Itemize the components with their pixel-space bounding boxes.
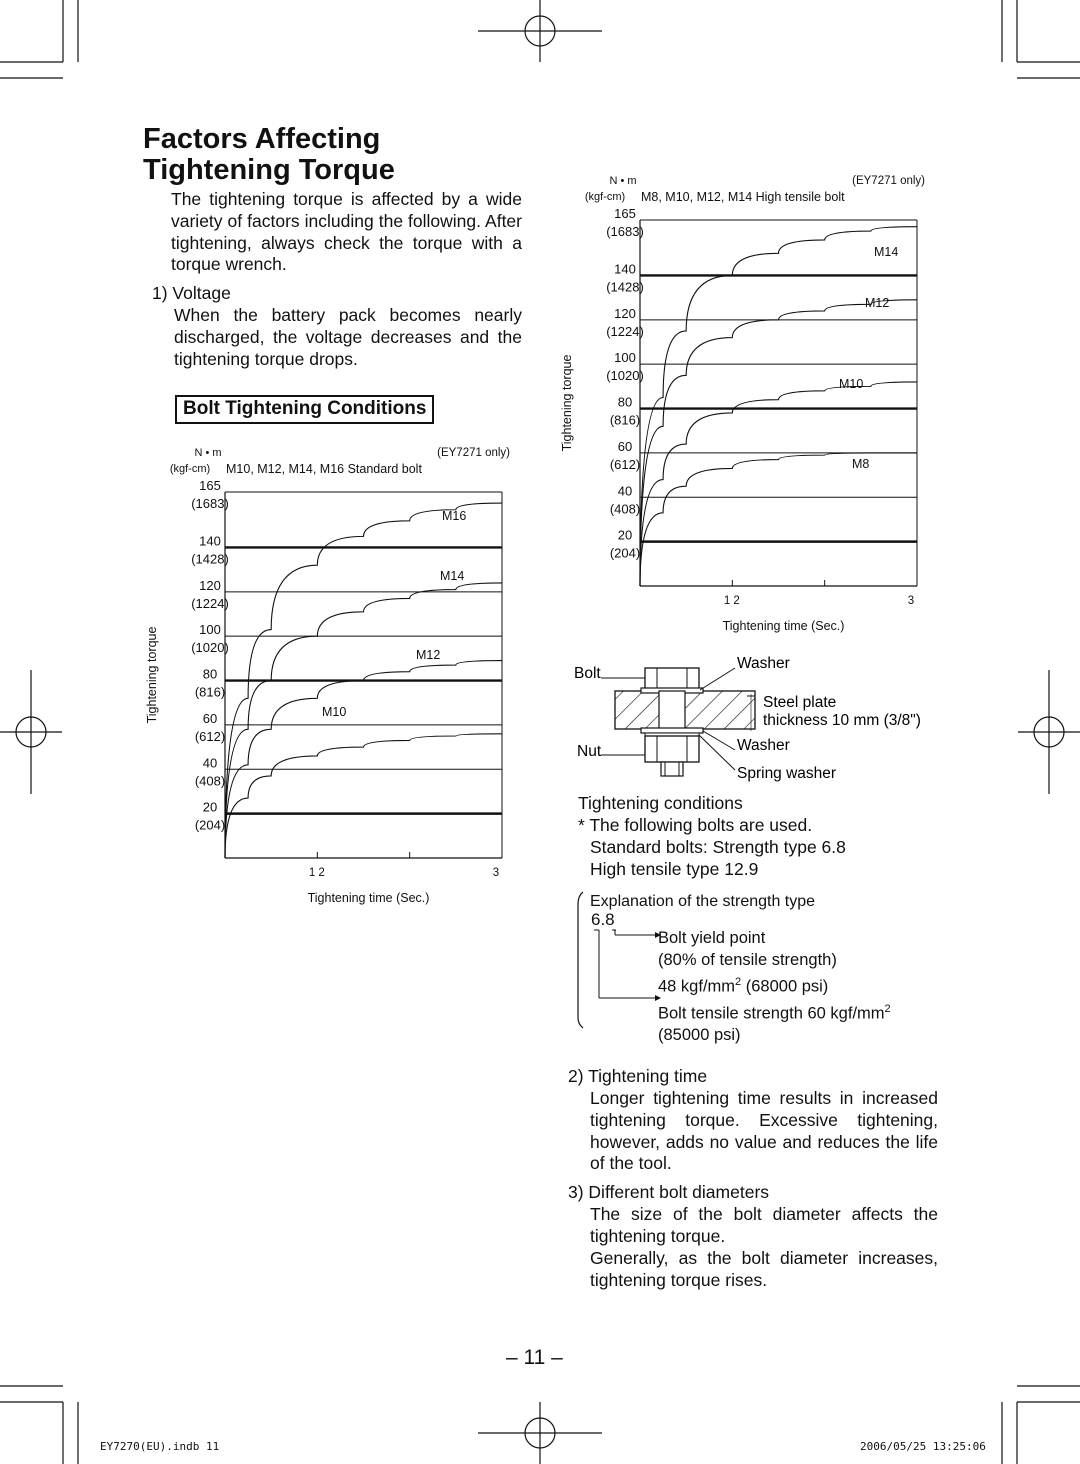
strength-bracket (575, 890, 665, 1030)
model-note: (EY7271 only) (437, 447, 510, 459)
unit-kgf: (kgf-cm) (169, 463, 211, 475)
chart-title: M8, M10, M12, M14 High tensile bolt (641, 190, 845, 204)
y-tick-kgf: (1428) (606, 279, 644, 295)
x-tick-label: 1 (308, 867, 316, 879)
y-tick-nm: 40 (202, 755, 218, 771)
y-axis-label: Tightening torque (145, 626, 159, 724)
x-tick-label: 1 (723, 595, 731, 607)
label-steel-thickness: thickness 10 mm (3/8") (763, 712, 921, 729)
y-tick-kgf: (816) (194, 684, 226, 700)
conditions-line-2: Standard bolts: Strength type 6.8 (590, 837, 846, 857)
y-tick-nm: 80 (617, 394, 633, 410)
item-diameter-heading: 3) Different bolt diameters (568, 1182, 770, 1202)
y-tick-nm: 40 (617, 483, 633, 499)
series-label-m8: M8 (852, 457, 870, 471)
footer-file: EY7270(EU).indb 11 (100, 1440, 220, 1453)
y-tick-nm: 120 (614, 305, 636, 321)
label-washer-bottom: Washer (737, 737, 790, 754)
y-tick-nm: 140 (199, 533, 221, 549)
x-tick-label: 2 (318, 867, 325, 879)
title-line-1: Factors Affecting (143, 123, 381, 155)
conditions-line-3: High tensile type 12.9 (590, 859, 759, 879)
y-tick-kgf: (1020) (606, 368, 644, 384)
item-diameter-body-1: The size of the bolt diameter affects the tightening torque. (590, 1204, 938, 1246)
x-tick-label: 3 (492, 867, 500, 879)
intro-paragraph: The tightening torque is affected by a wide variety of factors including the following. After tightening, always check the torque with a torque wrench. (171, 189, 522, 275)
series-label-m12: M12 (865, 296, 890, 310)
bolt-head (645, 668, 699, 690)
chart-high-tensile-bolt (555, 168, 935, 638)
nut (645, 736, 699, 762)
series-label-m16: M16 (442, 509, 467, 523)
conditions-line-1: * The following bolts are used. (578, 815, 813, 835)
item-time-heading: 2) Tightening time (568, 1066, 708, 1086)
series-label-m10: M10 (322, 705, 347, 719)
series-line-m12 (640, 300, 917, 586)
y-tick-nm: 100 (614, 350, 636, 366)
y-tick-nm: 60 (617, 438, 633, 454)
y-tick-nm: 20 (617, 527, 633, 543)
series-label-m12: M12 (416, 648, 441, 662)
y-tick-kgf: (816) (609, 412, 641, 428)
y-tick-kgf: (1020) (191, 640, 229, 656)
y-tick-nm: 20 (202, 799, 218, 815)
section-heading: Bolt Tightening Conditions (175, 395, 434, 424)
chart-standard-bolt (140, 440, 520, 910)
series-line-m14 (225, 583, 502, 858)
footer-date: 2006/05/25 13:25:06 (860, 1440, 986, 1453)
bolt-diagram (565, 650, 955, 790)
model-note: (EY7271 only) (852, 175, 925, 187)
series-line-m12 (225, 661, 502, 858)
label-spring-washer: Spring washer (737, 765, 837, 782)
label-nut: Nut (577, 743, 602, 760)
conditions-heading: Tightening conditions (578, 793, 743, 813)
y-tick-kgf: (204) (194, 817, 226, 833)
y-tick-kgf: (408) (609, 501, 641, 517)
unit-nm: N • m (194, 447, 222, 459)
y-tick-nm: 100 (199, 622, 221, 638)
unit-kgf: (kgf-cm) (584, 191, 626, 203)
y-tick-nm: 60 (202, 710, 218, 726)
y-tick-kgf: (1428) (191, 551, 229, 567)
series-line-m10 (225, 734, 502, 858)
series-label-m10: M10 (839, 377, 864, 391)
unit-nm: N • m (609, 175, 637, 187)
strength-explanation-heading: Explanation of the strength type (590, 893, 816, 910)
x-axis-label: Tightening time (Sec.) (722, 619, 845, 633)
title-line-2: Tightening Torque (143, 154, 395, 186)
y-tick-nm: 140 (614, 261, 636, 277)
series-line-m10 (640, 382, 917, 586)
page-number: – 11 – (506, 1346, 563, 1369)
label-bolt: Bolt (574, 665, 601, 682)
y-tick-nm: 80 (202, 666, 218, 682)
x-tick-label: 2 (733, 595, 740, 607)
item-voltage-body: When the battery pack becomes nearly discharged, the voltage decreases and the tightening torque drops. (174, 305, 522, 369)
x-tick-label: 3 (907, 595, 915, 607)
y-tick-nm: 165 (614, 206, 636, 221)
page-title (143, 124, 395, 186)
series-label-m14: M14 (440, 569, 465, 583)
bolt-shank (659, 691, 685, 729)
y-tick-kgf: (1683) (606, 224, 644, 239)
yield-point-text: Bolt yield point (80% of tensile strength) 48 kgf/$mm^2$ (68000 psi) Bolt tensile strength 60 kgf/$mm^2$ (85000 psi) (658, 929, 891, 1044)
chart-title: M10, M12, M14, M16 Standard bolt (226, 462, 422, 476)
x-axis-label: Tightening time (Sec.) (307, 891, 430, 905)
y-tick-kgf: (1224) (191, 595, 229, 611)
y-tick-nm: 165 (199, 478, 221, 493)
y-tick-nm: 120 (199, 577, 221, 593)
series-line-m8 (640, 453, 917, 586)
item-voltage-heading: 1) Voltage (152, 283, 231, 303)
y-tick-kgf: (204) (609, 545, 641, 561)
label-washer-top: Washer (737, 655, 790, 672)
series-label-m14: M14 (874, 245, 899, 259)
item-diameter-body-2: Generally, as the bolt diameter increases, tightening torque rises. (590, 1248, 938, 1290)
y-axis-label: Tightening torque (560, 354, 574, 452)
item-time-body: Longer tightening time results in increased tightening torque. Excessive tightening, however, adds no value and reduces the life of the tool. (590, 1088, 938, 1174)
y-tick-kgf: (1224) (606, 323, 644, 339)
strength-code: 6.8 (591, 910, 615, 929)
y-tick-kgf: (408) (194, 773, 226, 789)
y-tick-kgf: (612) (194, 728, 226, 744)
label-steel-plate: Steel plate (763, 694, 837, 711)
series-line-m14 (640, 227, 917, 586)
y-tick-kgf: (612) (609, 456, 641, 472)
y-tick-kgf: (1683) (191, 496, 229, 511)
